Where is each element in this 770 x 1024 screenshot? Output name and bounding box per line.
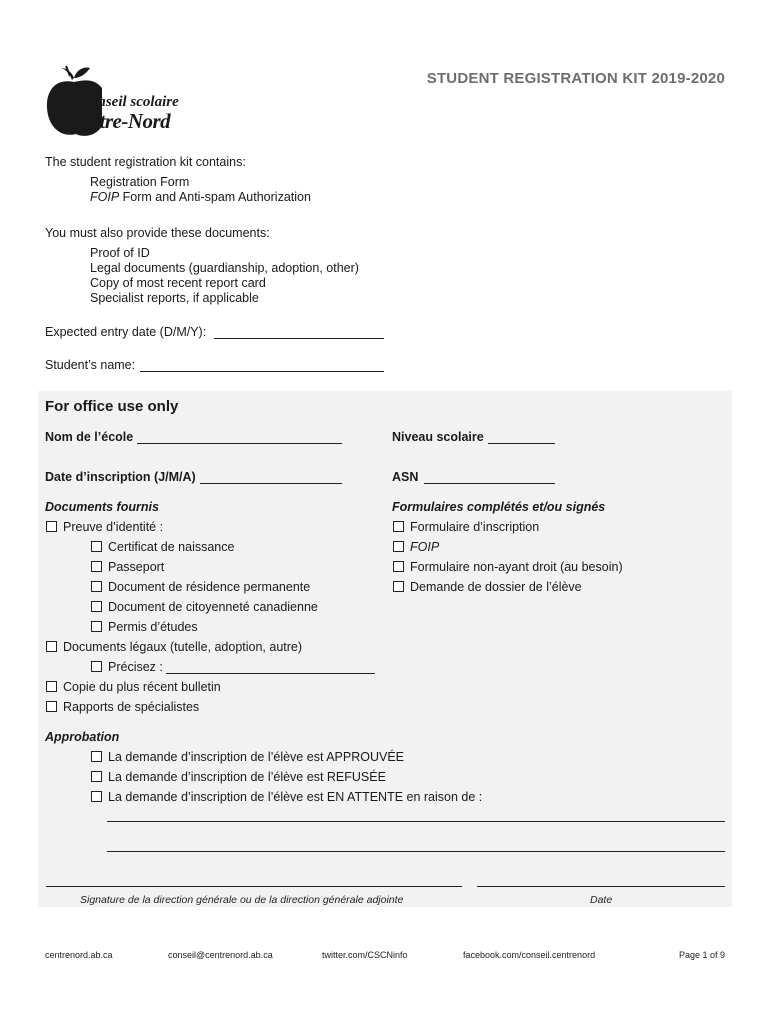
- label-specialist-reports: Rapports de spécialistes: [63, 700, 200, 714]
- doc-item-3: Copy of most recent report card: [90, 276, 266, 290]
- office-heading: For office use only: [45, 398, 179, 415]
- checkbox-refused[interactable]: [91, 771, 102, 782]
- label-legal-documents: Documents légaux (tutelle, adoption, autre): [63, 640, 303, 654]
- label-student-record-request: Demande de dossier de l’élève: [410, 580, 582, 594]
- label-specify: Précisez :: [108, 660, 163, 674]
- forms-completed-heading: Formulaires complétés et/ou signés: [392, 500, 606, 514]
- checkbox-specify[interactable]: [91, 661, 102, 672]
- school-name-label: Nom de l’école: [45, 430, 134, 444]
- footer-website-link[interactable]: centrenord.ab.ca: [45, 950, 113, 960]
- grade-level-label: Niveau scolaire: [392, 430, 484, 444]
- footer-facebook-link[interactable]: facebook.com/conseil.centrenord: [463, 950, 596, 960]
- checkbox-passport[interactable]: [91, 561, 102, 572]
- footer-page-number: Page 1 of 9: [678, 950, 725, 960]
- asn-field[interactable]: [424, 469, 555, 484]
- pending-reason-line-2[interactable]: [107, 851, 725, 852]
- checkbox-pending[interactable]: [91, 791, 102, 802]
- registration-date-label: Date d’inscription (J/M/A): [45, 470, 196, 484]
- label-study-permit: Permis d’études: [108, 620, 198, 634]
- date-line[interactable]: [477, 886, 725, 887]
- signature-line[interactable]: [46, 886, 462, 887]
- entry-date-field[interactable]: [214, 324, 384, 339]
- footer-twitter-link[interactable]: twitter.com/CSCNinfo: [322, 950, 408, 960]
- label-passport: Passeport: [108, 560, 165, 574]
- registration-date-field[interactable]: [200, 469, 342, 484]
- school-board-logo: [44, 64, 194, 140]
- label-permanent-residence: Document de résidence permanente: [108, 580, 311, 594]
- checkbox-birth-certificate[interactable]: [91, 541, 102, 552]
- checkbox-citizenship[interactable]: [91, 601, 102, 612]
- checkbox-study-permit[interactable]: [91, 621, 102, 632]
- checkbox-legal-documents[interactable]: [46, 641, 57, 652]
- doc-item-1: Proof of ID: [90, 246, 150, 260]
- doc-item-4: Specialist reports, if applicable: [90, 291, 259, 305]
- footer-email-link[interactable]: conseil@centrenord.ab.ca: [168, 950, 273, 960]
- specify-field[interactable]: [166, 659, 375, 674]
- label-report-card: Copie du plus récent bulletin: [63, 680, 221, 694]
- doc-item-2: Legal documents (guardianship, adoption, other): [90, 261, 359, 275]
- page-title: STUDENT REGISTRATION KIT 2019-2020: [426, 70, 725, 87]
- date-caption: Date: [590, 894, 613, 906]
- logo-line-2: Centre-Nord: [66, 109, 171, 133]
- label-birth-certificate: Certificat de naissance: [108, 540, 235, 554]
- checkbox-specialist-reports[interactable]: [46, 701, 57, 712]
- label-citizenship: Document de citoyenneté canadienne: [108, 600, 318, 614]
- foip-rest: Form and Anti-spam Authorization: [119, 190, 311, 204]
- checkbox-report-card[interactable]: [46, 681, 57, 692]
- entry-date-label: Expected entry date (D/M/Y):: [45, 325, 207, 339]
- school-name-field[interactable]: [137, 429, 342, 444]
- label-refused: La demande d’inscription de l’élève est REFUSÉE: [108, 770, 386, 784]
- kit-contains-text: The student registration kit contains:: [45, 155, 246, 169]
- label-registration-form: Formulaire d’inscription: [410, 520, 540, 534]
- checkbox-proof-of-identity[interactable]: [46, 521, 57, 532]
- kit-item-foip: [90, 190, 311, 205]
- student-name-label: Student’s name:: [45, 358, 136, 372]
- label-proof-of-identity: Preuve d’identité :: [63, 520, 164, 534]
- provide-docs-text: You must also provide these documents:: [45, 226, 270, 240]
- label-non-resident-form: Formulaire non-ayant droit (au besoin): [410, 560, 623, 574]
- checkbox-registration-form[interactable]: [393, 521, 404, 532]
- checkbox-non-resident-form[interactable]: [393, 561, 404, 572]
- label-approved: La demande d’inscription de l’élève est APPROUVÉE: [108, 750, 404, 764]
- asn-label: ASN: [392, 470, 419, 484]
- foip-italic: FOIP: [90, 190, 120, 204]
- documents-provided-heading: Documents fournis: [45, 500, 159, 514]
- kit-item-registration-form: Registration Form: [90, 175, 190, 189]
- label-pending: La demande d’inscription de l’élève est EN ATTENTE en raison de :: [108, 790, 483, 804]
- logo-line-1: Conseil scolaire: [80, 94, 179, 110]
- checkbox-approved[interactable]: [91, 751, 102, 762]
- checkbox-permanent-residence[interactable]: [91, 581, 102, 592]
- grade-level-field[interactable]: [488, 429, 555, 444]
- pending-reason-line-1[interactable]: [107, 821, 725, 822]
- signature-caption: Signature de la direction générale ou de la direction générale adjointe: [80, 894, 404, 906]
- approval-heading: Approbation: [45, 730, 120, 744]
- checkbox-foip[interactable]: [393, 541, 404, 552]
- student-name-field[interactable]: [140, 357, 384, 372]
- label-foip: FOIP: [410, 540, 440, 554]
- checkbox-student-record-request[interactable]: [393, 581, 404, 592]
